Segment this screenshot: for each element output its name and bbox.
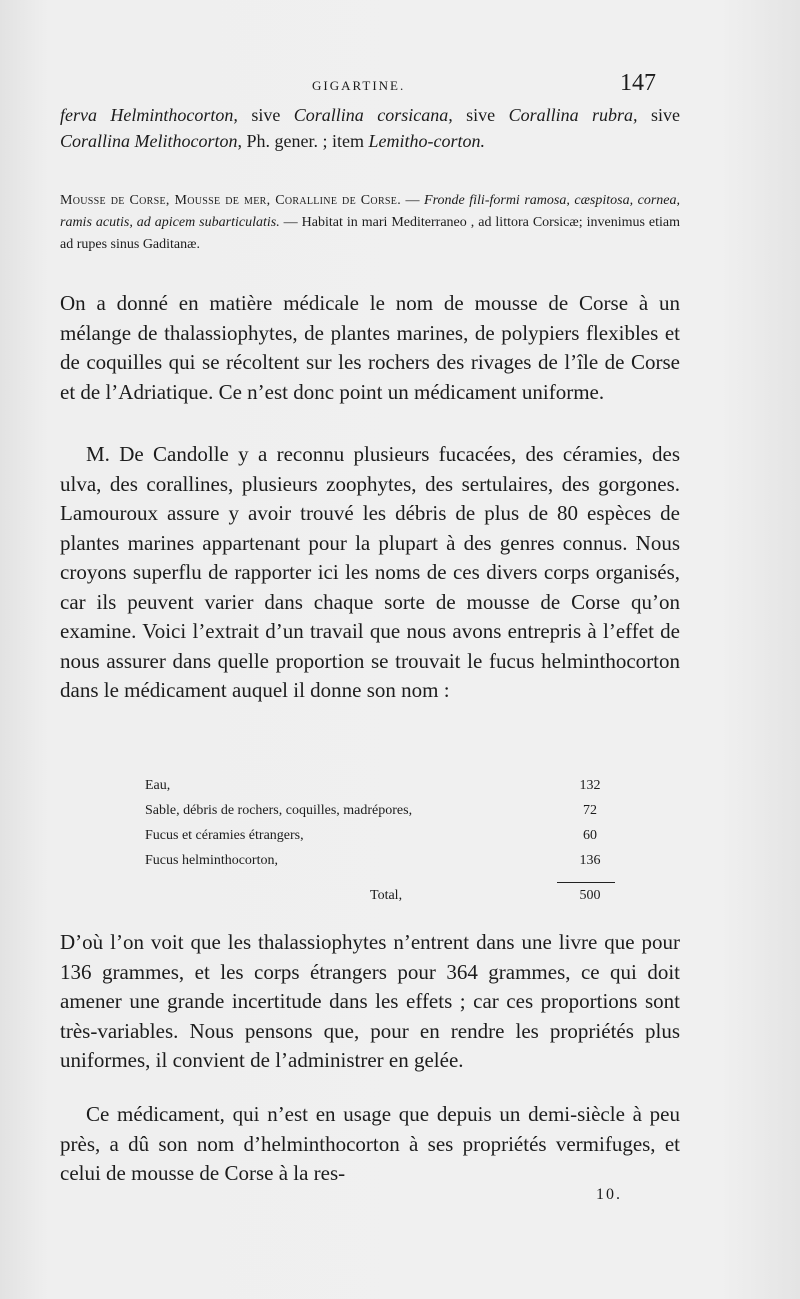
running-title: GIGARTINE. xyxy=(312,78,406,93)
row-label: Fucus helminthocorton, xyxy=(145,853,278,868)
paragraph-1: On a donné en matière médicale le nom de mousse de Corse à un mélange de thalassiophytes, de plantes marines, de polypiers flexibles et de coquilles qui se récoltent sur les rochers des rivages de l’île de Corse et de l’Adriatique. Ce n’est donc point un médicament uniforme. xyxy=(60,291,680,404)
total-value: 500 xyxy=(579,888,601,903)
row-value: 136 xyxy=(579,853,601,868)
habitat-text: — Habitat in mari Mediterraneo , ad littora Corsicæ; invenimus etiam ad rupes sinus Gaditanæ. xyxy=(60,215,681,252)
row-value: 60 xyxy=(583,828,597,843)
synonym-text: Corallina corsicana, xyxy=(293,105,453,125)
table-row xyxy=(145,828,615,853)
synonym-text: ferva Helminthocorton, xyxy=(60,105,238,125)
paragraph-4: Ce médicament, qui n’est en usage que depuis un demi-siècle à peu près, a dû son nom d’helminthocorton à ses propriétés vermifuges, et celui de mousse de Corse à la res- xyxy=(60,1102,680,1185)
signature-mark: 10. xyxy=(596,1186,622,1203)
total-row xyxy=(145,888,615,913)
synonym-text: Lemitho-corton. xyxy=(368,131,485,151)
table-row xyxy=(145,803,615,828)
latin-description: Fronde fili-formi ramosa, cæspitosa, cornea, ramis acutis, ad apicem subarticulatis. xyxy=(60,193,680,230)
row-value: 132 xyxy=(579,778,601,793)
total-rule xyxy=(557,882,615,883)
synonym-text: sive xyxy=(452,105,509,125)
paragraph-2: M. De Candolle y a reconnu plusieurs fucacées, des céramies, des ulva, des corallines, plusieurs zoophytes, des sertulaires, des gorgones. Lamouroux assure y avoir trouvé les débris de plus de 80 espèces de plantes marines appartenant pour la plupart à des genres connus. Nous croyons superflu de rapporter ici les noms de ces divers corps organisés, car ils peuvent varier dans chaque sorte de mousse de Corse qu’on examine. Voici l’extrait d’un travail que nous avons entrepris à l’effet de nous assurer dans quelle proportion se trouvait le fucus helminthocorton dans le médicament auquel il donne son nom : xyxy=(60,442,680,702)
total-label: Total, xyxy=(370,888,403,903)
table-row xyxy=(145,778,615,803)
row-label: Sable, débris de rochers, coquilles, madrépores, xyxy=(145,803,413,818)
synonym-text: sive xyxy=(637,105,680,125)
row-label: Fucus et céramies étrangers, xyxy=(145,828,304,843)
species-description xyxy=(60,190,680,256)
synonym-text: Corallina Melithocorton xyxy=(60,131,238,151)
row-value: 72 xyxy=(583,803,597,818)
synonym-text: sive xyxy=(237,105,294,125)
synonym-text: , Ph. gener. ; item xyxy=(237,131,369,151)
composition-table xyxy=(145,778,615,903)
common-names: Mousse de Corse, Mousse de mer, Coralline de Corse. xyxy=(60,193,401,208)
table-row xyxy=(145,853,615,878)
dash: — xyxy=(401,193,425,208)
row-label: Eau, xyxy=(145,778,171,793)
latin-synonyms xyxy=(60,102,680,154)
synonym-text: Corallina rubra, xyxy=(508,105,638,125)
paragraph-3: D’où l’on voit que les thalassiophytes n’entrent dans une livre que pour 136 grammes, et les corps étrangers pour 364 grammes, ce qui doit amener une grande incertitude dans les effets ; car ces proportions sont très-variables. Nous pensons que, pour en rendre les propriétés plus uniformes, il convient de l’administrer en gelée. xyxy=(60,930,680,1072)
page-number: 147 xyxy=(620,70,656,96)
